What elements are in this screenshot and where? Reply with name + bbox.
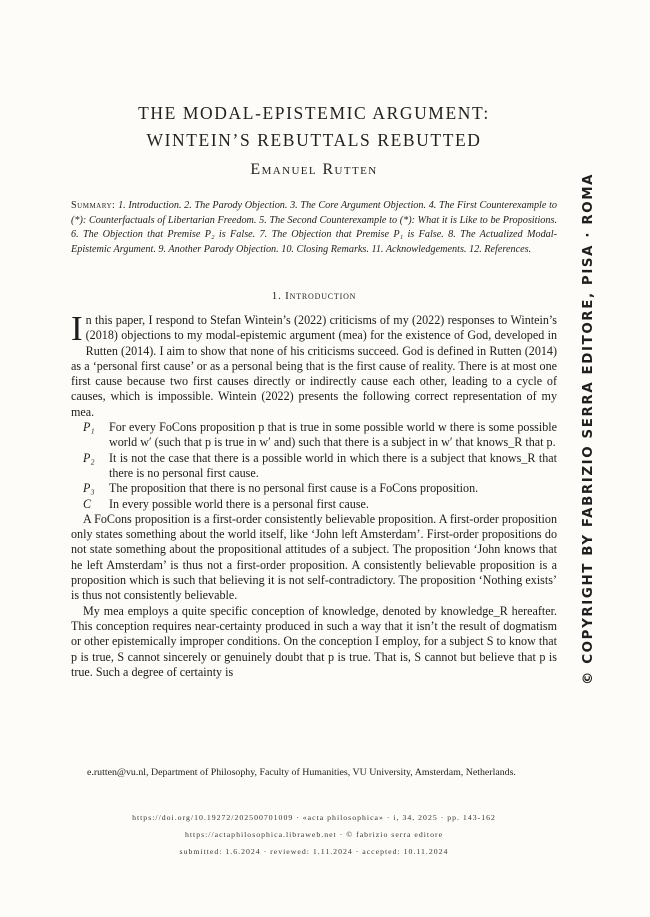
title-line-2: WINTEIN’S REBUTTALS REBUTTED	[146, 130, 482, 150]
journal-url-line: https://actaphilosophica.libraweb.net · © fabrizio serra editore	[184, 830, 444, 839]
body-text	[71, 309, 557, 680]
paper-title	[71, 100, 557, 154]
premise-label: P₁	[83, 420, 95, 435]
summary-label: Summary:	[71, 200, 116, 211]
conclusion	[83, 497, 557, 512]
premise-text: It is not the case that there is a possible world in which there is a subject that knows_R that there is no personal first cause.	[109, 450, 557, 480]
summary	[71, 199, 557, 257]
premise-label: P₃	[83, 481, 95, 496]
premise-label: C	[83, 496, 92, 511]
paragraph-2: A FoCons proposition is a first-order consistently believable proposition. A first-order proposition only states something about the world itself, like ‘John left Amsterdam’. First-order propositions do not state something about the propositional attitudes of a subject. The proposition ‘John knows that he left Amsterdam’ is thus not a first-order proposition. A consistently believable proposition is a proposition which is such that believing it is not self-contradictory. The proposition ‘Nothing exists’ is thus not consistently believable.	[71, 511, 557, 603]
paragraph-1	[71, 309, 557, 420]
premise-1	[83, 420, 557, 451]
author-footnote: e.rutten@vu.nl, Department of Philosophy, Faculty of Humanities, VU University, Amsterdam, Netherlands.	[87, 767, 516, 778]
drop-cap: I	[71, 309, 83, 348]
section-heading: 1. Introduction	[271, 290, 357, 302]
doi-line: https://doi.org/10.19272/202500701009 · «acta philosophica» · i, 34, 2025 · pp. 143-162	[132, 813, 496, 822]
premise-2	[83, 451, 557, 482]
premise-label: P₂	[83, 450, 95, 465]
premise-3	[83, 481, 557, 496]
author-name: Emanuel Rutten	[250, 161, 378, 178]
premise-text: For every FoCons proposition p that is true in some possible world w there is some possible world w′ (such that p is true in w′ and) such that there is a subject in w′ that knows_R that p.	[109, 420, 557, 450]
title-line-1: THE MODAL-EPISTEMIC ARGUMENT:	[138, 103, 490, 123]
submission-dates-line: submitted: 1.6.2024 · reviewed: 1.11.2024 · accepted: 10.11.2024	[179, 847, 449, 856]
premise-text: In every possible world there is a personal first cause.	[109, 496, 369, 511]
paragraph-1-text: n this paper, I respond to Stefan Wintein’s (2022) criticisms of my (2022) responses to Wintein’s (2018) objections to my modal-epistemic argument (mea) for the existence of God, developed in Rutten (2014). I aim to show that none of his criticisms succeed. God is defined in Rutten (2014) as a ‘personal first cause’ or as a personal being that is the first cause of reality. There is at most one first cause because two first causes directly or indirectly cause each other, leading to a cycle of causes, which is impossible. Wintein (2022) presents the following correct representation of my mea.	[71, 313, 557, 419]
copyright-sidebar: © COPYRIGHT BY FABRIZIO SERRA EDITORE, PISA · ROMA	[581, 172, 596, 685]
paragraph-3: My mea employs a quite specific conception of knowledge, denoted by knowledge_R hereafter. This conception requires near-certainty produced in such a way that it isn’t the result of dogmatism or other epistemically improper conditions. On the conception I employ, for a subject S to know that p is true, S cannot sincerely or genuinely doubt that p is true. That is, S cannot but believe that p is true. Such a degree of certainty is	[71, 603, 557, 679]
premise-text: The proposition that there is no personal first cause is a FoCons proposition.	[109, 481, 479, 496]
summary-text: 1. Introduction. 2. The Parody Objection. 3. The Core Argument Objection. 4. The First Counterexample to (*): Counterfactuals of Libertarian Freedom. 5. The Second Counterexample to (*): What it is Like to be Propositions. 6. The Objection that Premise P₂ is False. 7. The Objection that Premise P₁ is False. 8. The Actualized Modal-Epistemic Argument. 9. Another Parody Objection. 10. Closing Remarks. 11. Acknowledgements. 12. References.	[71, 200, 557, 255]
